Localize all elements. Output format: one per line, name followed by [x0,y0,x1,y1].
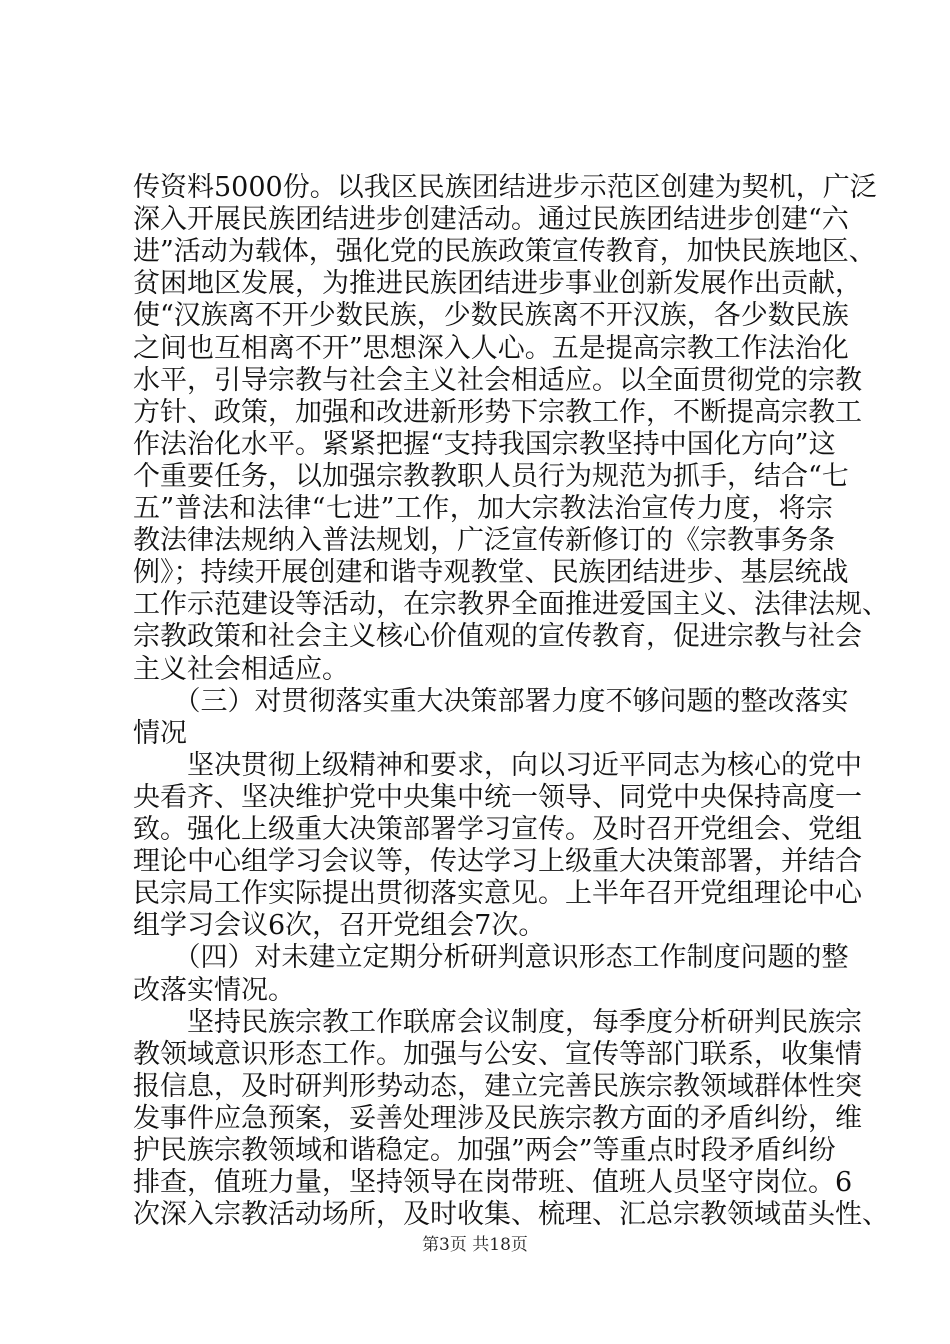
page-number-footer: 第3页 共18页 [422,1235,528,1255]
text-line: 例》；持续开展创建和谐寺观教堂、民族团结进步、基层统战 [133,557,849,589]
text-line: 护民族宗教领域和谐稳定。加强”两会”等重点时段矛盾纠纷 [133,1135,836,1166]
section-heading-line: 改落实情况。 [133,974,295,1006]
text-line: 使“汉族离不开少数民族，少数民族离不开汉族，各少数民族 [133,300,849,332]
text-line: 次深入宗教活动场所，及时收集、梳理、汇总宗教领域苗头性、 [133,1199,889,1231]
text-line: 作法治化水平。紧紧把握“支持我国宗教坚持中国化方向”这 [133,428,836,460]
text-line: 央看齐、坚决维护党中央集中统一领导、同党中央保持高度一 [133,781,862,813]
text-line: 组学习会议6次，召开党组会7次。 [133,910,546,942]
text-line: 报信息，及时研判形势动态，建立完善民族宗教领域群体性突 [133,1070,862,1102]
text-line: 教领域意识形态工作。加强与公安、宣传等部门联系，收集情 [133,1038,862,1070]
text-line: 进”活动为载体，强化党的民族政策宣传教育，加快民族地区、 [133,236,876,268]
text-line: 致。强化上级重大决策部署学习宣传。及时召开党组会、党组 [133,814,862,845]
text-line: 坚决贯彻上级精神和要求，向以习近平同志为核心的党中 [133,749,862,781]
text-line: 深入开展民族团结进步创建活动。通过民族团结进步创建“六 [133,204,849,236]
text-line: 工作示范建设等活动，在宗教界全面推进爱国主义、法律法规、 [133,589,889,621]
text-line: 民宗局工作实际提出贯彻落实意见。上半年召开党组理论中心 [133,878,862,910]
text-line: 发事件应急预案，妥善处理涉及民族宗教方面的矛盾纠纷，维 [133,1102,862,1134]
text-line: 贫困地区发展，为推进民族团结进步事业创新发展作出贡献， [133,268,862,300]
text-line: 五”普法和法律“七进”工作，加大宗教法治宣传力度，将宗 [133,493,833,524]
section-heading-line: 情况 [133,717,187,749]
text-line: 教法律法规纳入普法规划，广泛宣传新修订的《宗教事务条 [133,525,835,557]
section-heading-line: （四）对未建立定期分析研判意识形态工作制度问题的整 [133,942,849,974]
text-line: 之间也互相离不开”思想深入人心。五是提高宗教工作法治化 [133,332,849,364]
text-line: 排查，值班力量，坚持领导在岗带班、值班人员坚守岗位。6 [133,1167,853,1199]
section-heading-line: （三）对贯彻落实重大决策部署力度不够问题的整改落实 [133,685,849,717]
text-line: 主义社会相适应。 [133,653,349,685]
text-line: 理论中心组学习会议等，传达学习上级重大决策部署，并结合 [133,846,862,878]
text-line: 宗教政策和社会主义核心价值观的宣传教育，促进宗教与社会 [133,621,862,653]
text-line: 坚持民族宗教工作联席会议制度，每季度分析研判民族宗 [133,1006,862,1038]
text-line: 个重要任务，以加强宗教教职人员行为规范为抓手，结合“七 [133,460,849,492]
text-line: 方针、政策，加强和改进新形势下宗教工作，不断提高宗教工 [133,396,862,428]
text-line: 传资料5000份。以我区民族团结进步示范区创建为契机，广泛 [133,172,877,203]
text-line: 水平，引导宗教与社会主义社会相适应。以全面贯彻党的宗教 [133,364,862,396]
